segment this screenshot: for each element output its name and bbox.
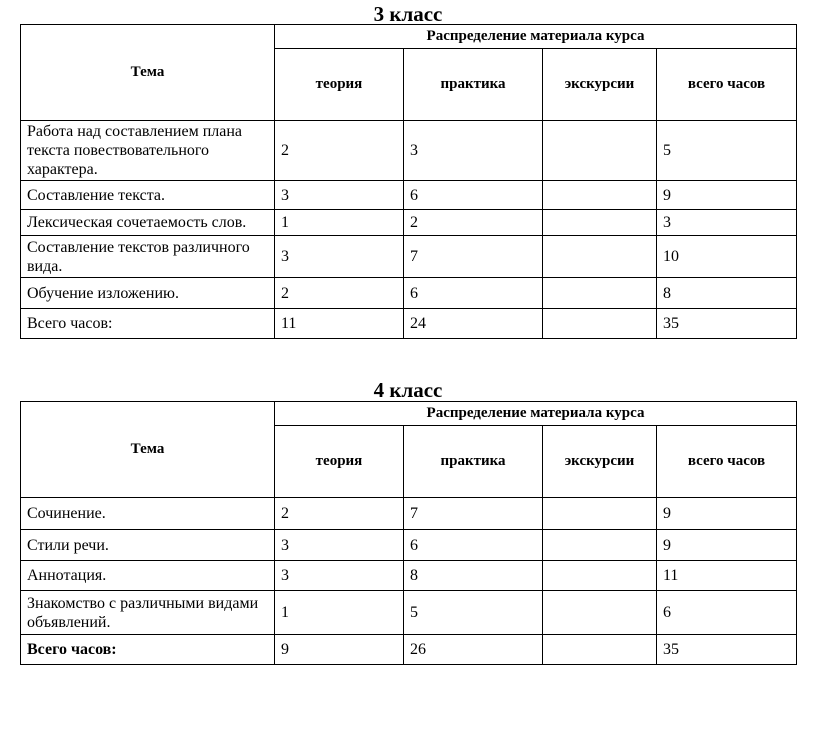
- theory-cell: 9: [275, 635, 404, 665]
- topic-cell: Сочинение.: [21, 498, 275, 530]
- total-cell: 35: [657, 309, 797, 339]
- total-cell: 9: [657, 181, 797, 210]
- practice-header: практика: [404, 426, 543, 498]
- total-cell: 3: [657, 210, 797, 236]
- topic-cell: Всего часов:: [21, 309, 275, 339]
- table-header-row: [21, 402, 797, 426]
- practice-cell: 6: [404, 181, 543, 210]
- practice-cell: 7: [404, 236, 543, 278]
- topic-cell: Аннотация.: [21, 561, 275, 591]
- total-header: всего часов: [657, 49, 797, 121]
- total-cell: 10: [657, 236, 797, 278]
- table-row: [21, 236, 797, 278]
- table-row: [21, 181, 797, 210]
- topic-cell: Знакомство с различными видами объявлений.: [21, 591, 275, 635]
- total-cell: 8: [657, 278, 797, 309]
- total-cell: 9: [657, 530, 797, 561]
- practice-cell: 24: [404, 309, 543, 339]
- practice-cell: 6: [404, 278, 543, 309]
- theory-cell: 1: [275, 210, 404, 236]
- topic-header: Тема: [21, 402, 275, 498]
- topic-cell: Стили речи.: [21, 530, 275, 561]
- excursions-cell: [543, 278, 657, 309]
- excursions-cell: [543, 498, 657, 530]
- total-row: [21, 635, 797, 665]
- practice-cell: 6: [404, 530, 543, 561]
- table-row: [21, 210, 797, 236]
- table-row: [21, 278, 797, 309]
- theory-cell: 2: [275, 121, 404, 181]
- excursions-cell: [543, 591, 657, 635]
- excursions-cell: [543, 561, 657, 591]
- excursions-cell: [543, 121, 657, 181]
- grade3-title: 3 класс: [373, 2, 443, 26]
- practice-cell: 26: [404, 635, 543, 665]
- table-header-row: [21, 25, 797, 49]
- practice-cell: 2: [404, 210, 543, 236]
- table-row: [21, 121, 797, 181]
- topic-cell: Всего часов:: [21, 635, 275, 665]
- topic-cell: Составление текста.: [21, 181, 275, 210]
- table-row: [21, 498, 797, 530]
- distribution-header: Распределение материала курса: [275, 402, 797, 426]
- theory-header: теория: [275, 49, 404, 121]
- practice-cell: 8: [404, 561, 543, 591]
- excursions-header: экскурсии: [543, 49, 657, 121]
- table-row: [21, 530, 797, 561]
- excursions-cell: [543, 236, 657, 278]
- total-cell: 5: [657, 121, 797, 181]
- theory-cell: 11: [275, 309, 404, 339]
- practice-cell: 3: [404, 121, 543, 181]
- total-header: всего часов: [657, 426, 797, 498]
- theory-cell: 3: [275, 530, 404, 561]
- topic-cell: Обучение изложению.: [21, 278, 275, 309]
- topic-header: Тема: [21, 25, 275, 121]
- table-row: [21, 561, 797, 591]
- excursions-cell: [543, 530, 657, 561]
- theory-cell: 1: [275, 591, 404, 635]
- practice-cell: 7: [404, 498, 543, 530]
- practice-cell: 5: [404, 591, 543, 635]
- topic-cell: Лексическая сочетаемость слов.: [21, 210, 275, 236]
- total-cell: 35: [657, 635, 797, 665]
- theory-cell: 2: [275, 278, 404, 309]
- excursions-header: экскурсии: [543, 426, 657, 498]
- total-cell: 6: [657, 591, 797, 635]
- distribution-header: Распределение материала курса: [275, 25, 797, 49]
- theory-cell: 3: [275, 561, 404, 591]
- excursions-cell: [543, 309, 657, 339]
- theory-cell: 3: [275, 181, 404, 210]
- grade4-title: 4 класс: [373, 378, 443, 402]
- excursions-cell: [543, 210, 657, 236]
- topic-cell: Работа над составлением плана текста повествовательного характера.: [21, 121, 275, 181]
- topic-cell: Составление текстов различного вида.: [21, 236, 275, 278]
- grade3-table: [20, 24, 797, 339]
- total-row: [21, 309, 797, 339]
- excursions-cell: [543, 635, 657, 665]
- theory-cell: 2: [275, 498, 404, 530]
- theory-cell: 3: [275, 236, 404, 278]
- table-row: [21, 591, 797, 635]
- total-cell: 11: [657, 561, 797, 591]
- practice-header: практика: [404, 49, 543, 121]
- total-cell: 9: [657, 498, 797, 530]
- theory-header: теория: [275, 426, 404, 498]
- excursions-cell: [543, 181, 657, 210]
- grade4-table: [20, 401, 797, 665]
